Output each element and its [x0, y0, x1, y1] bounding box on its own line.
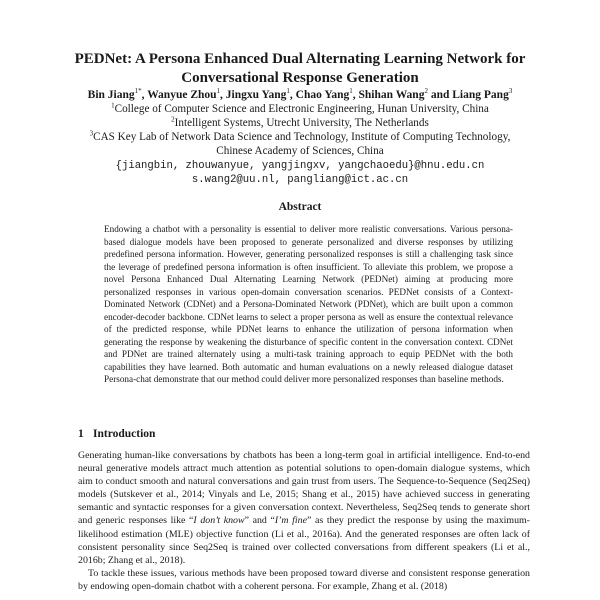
affiliation: $^1$College of Computer Science and Electronic Engineering, Hunan University, China	[111, 101, 489, 115]
author: Bin Jiang$^{1*}$,	[87, 87, 148, 101]
email-line: {jiangbin, zhouwanyue, yangjingxv, yangchaoedu}@hnu.edu.cn	[115, 160, 485, 172]
author: Wanyue Zhou$^1$,	[147, 87, 226, 101]
affiliation: Chinese Academy of Sciences, China	[216, 145, 384, 157]
abstract-text: Endowing a chatbot with a personality is essential to deliver more realistic conversations. Various persona-based dialogue models have been proposed to generate personalized and diverse responses by utilizing predefined persona information. However, generating personalized responses is still a challenging task since the leverage of predefined persona information is often insufficient. To alleviate this problem, we propose a novel Persona Enhanced Dual Alternating Learning Network (PEDNet) aiming at producing more personalized responses in various open-domain conversation scenarios. PEDNet consists of a Context-Dominated Network (CDNet) and a Persona-Dominated Network (PDNet), which are built upon a common encoder-decoder backbone. CDNet learns to select a proper persona as well as ensure the contextual relevance of the predicted response, while PDNet learns to enhance the utilization of persona information when generating the response by weakening the disturbance of specific content in the conversation context. CDNet and PDNet are trained alternately using a multi-task training approach to equip PEDNet with the both capabilities they have learned. Both automatic and human evaluations on a newly released dialogue dataset Persona-chat demonstrate that our method could deliver more personalized responses than baseline methods.	[104, 224, 513, 384]
paper-title: PEDNet: A Persona Enhanced Dual Alternating Learning Network for Conversational Response Generation	[74, 51, 526, 86]
paragraph: Generating human-like conversations by chatbots has been a long-term goal in artificial intelligence. End-to-end neural generative models attract much attention as potential solutions to open-domain dialogue systems, which aim to conduct smooth and natural conversations and gain trust from users. The Sequence-to-Sequence (Seq2Seq) models (Sutskever et al., 2014; Vinyals and Le, 2015; Shang et al., 2015) have achieved success in generating semantic and syntactic responses for a given conversation context. Nevertheless, Seq2Seq tends to generate short and generic responses like “I don’t know” and “I’m fine” as they predict the response by using the maximum-likelihood estimation (MLE) objective function (Li et al., 2016a). And the generated responses are often lack of consistent personality since Seq2Seq is trained over collected conversations from different speakers (Li et al., 2016b; Zhang et al., 2018).	[78, 450, 530, 566]
author: Liang Pang$^3$	[452, 87, 513, 101]
section-heading	[78, 428, 155, 440]
section-number: 1	[78, 428, 84, 440]
introduction-body	[78, 449, 530, 600]
author: Chao Yang$^1$,	[295, 87, 359, 101]
email-line: s.wang2@uu.nl, pangliang@ict.ac.cn	[191, 174, 409, 186]
author: Shihan Wang$^2$ and	[358, 87, 453, 101]
paragraph: To tackle these issues, various methods have been proposed toward diverse and consistent response generation by endowing open-domain chatbot with a coherent persona. For example, Zhang et al. (2018)	[78, 567, 530, 592]
author-list	[30, 88, 570, 102]
affiliation: $^2$Intelligent Systems, Utrecht University, The Netherlands	[171, 115, 429, 129]
section-title: Introduction	[93, 428, 156, 440]
affiliation: $^3$CAS Key Lab of Network Data Science and Technology, Institute of Computing Technology,	[89, 129, 511, 143]
abstract-heading: Abstract	[278, 201, 322, 213]
author: Jingxu Yang$^1$,	[225, 87, 296, 101]
